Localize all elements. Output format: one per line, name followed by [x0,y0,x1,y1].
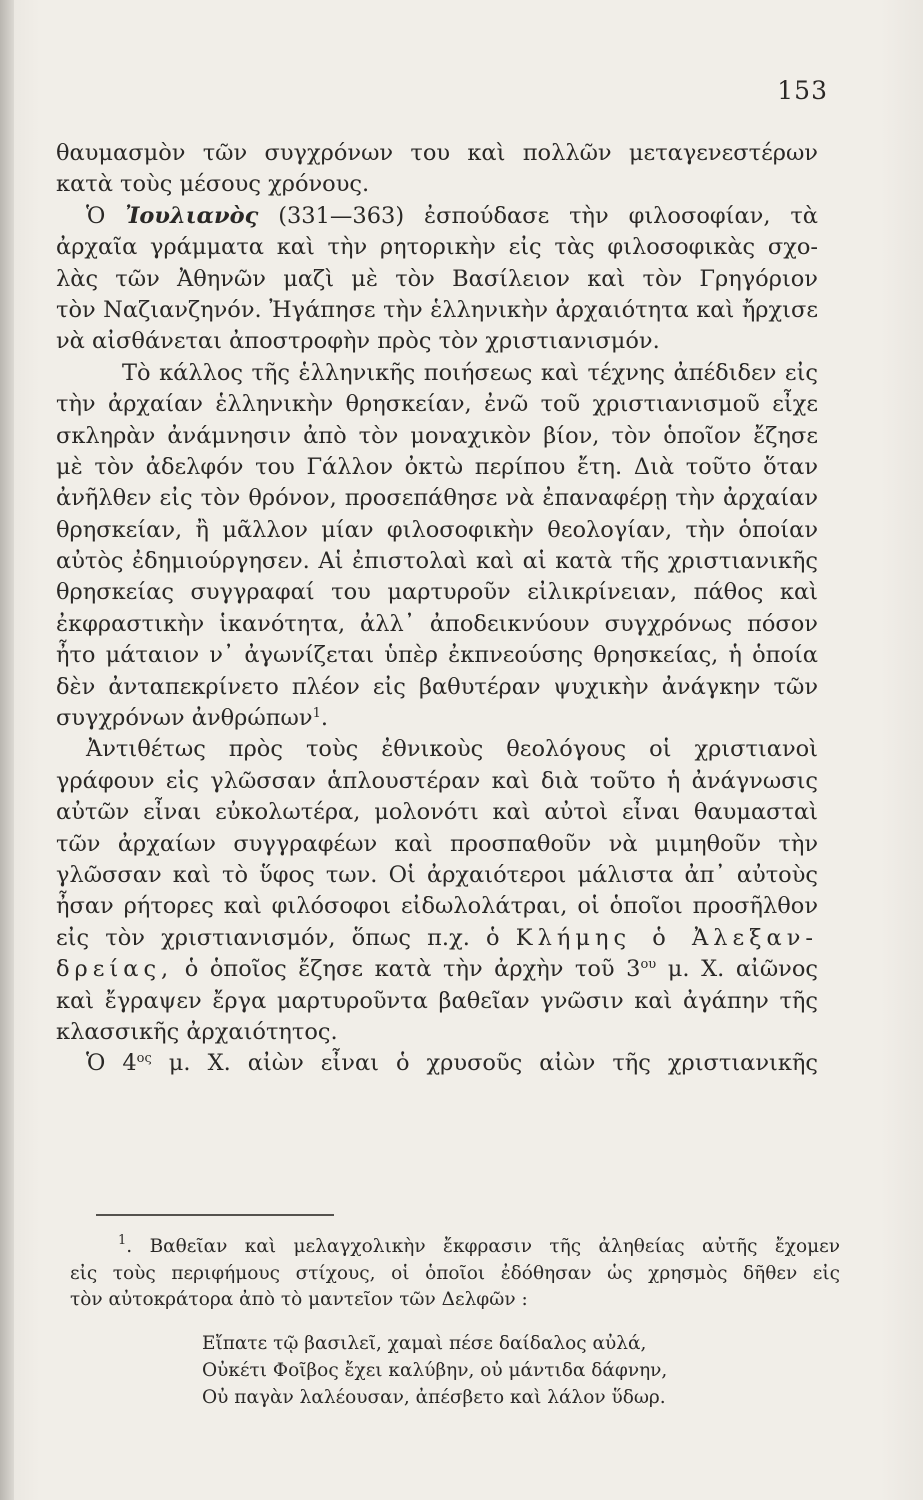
text-line: θαυμασμὸν τῶν συγχρόνων του καὶ πολλῶν μεταγενεστέρων [56,140,818,166]
text-line: ἀρχαῖα γράμματα καὶ τὴν ρητορικὴν εἰς τὰς φιλοσοφικὰς σχο- [56,234,818,261]
text-line: ἀνῆλθεν εἰς τὸν θρόνον, προσεπάθησε νὰ ἐπαναφέρῃ τὴν ἀρχαίαν [56,485,818,512]
verse-line: Εἴπατε τῷ βασιλεῖ, χαμαὶ πέσε δαίδαλος αὐλά, [202,1332,647,1354]
page-binding-edge [0,0,14,1500]
text-line: Ὁ $4^{o\varsigma}$ μ. Χ. αἰὼν εἶναι ὁ χρυσοῦς αἰὼν τῆς χριστιανικῆς [86,1050,819,1077]
verse-line: Οὐ παγὰν λαλέουσαν, ἀπέσβετο καὶ λάλον ὕδωρ. [202,1386,666,1408]
footnote-marker: 1 [118,1233,127,1248]
verse-line: Οὐκέτι Φοῖβος ἔχει καλύβην, οὐ μάντιδα δάφνην, [202,1359,668,1381]
text-line: γράφουν εἰς γλῶσσαν ἁπλουστέραν καὶ διὰ τοῦτο ἡ ἀνάγνωσις [56,767,818,794]
text-line: αὐτὸς ἐδημιούργησεν. Αἱ ἐπιστολαὶ καὶ αἱ κατὰ τῆς χριστιανικῆς [56,548,818,575]
text-line: θρησκείας συγγραφαί του μαρτυροῦν εἰλικρίνειαν, πάθος καὶ [56,579,818,606]
text-line: νὰ αἰσθάνεται ἀποστροφὴν πρὸς τὸν χριστιανισμόν. [56,328,660,355]
text-line: τῶν ἀρχαίων συγγραφέων καὶ προσπαθοῦν νὰ μιμηθοῦν τὴν [56,830,818,857]
text-line: σκληρὰν ἀνάμνησιν ἀπὸ τὸν μοναχικὸν βίον, τὸν ὁποῖον ἔζησε [56,422,818,449]
text-line: Ὁ Ἰουλιανὸς (331—363) ἐσπούδασε τὴν φιλοσοφίαν, τὰ [86,202,819,229]
text-line: ἐκφραστικὴν ἱκανότητα, ἀλλ᾿ ἀποδεικνύουν συγχρόνως πόσον [56,610,818,637]
text-line: γλῶσσαν καὶ τὸ ὕφος των. Οἱ ἀρχαιότεροι μάλιστα ἀπ᾿ αὐτοὺς [56,861,818,888]
body-text [56,138,818,1080]
text-line: Τὸ κάλλος τῆς ἑλληνικῆς ποιήσεως καὶ τέχνης ἀπέδιδεν εἰς [122,359,818,386]
ordinal-suffix: ος [136,1051,152,1067]
text-line: καὶ ἔγραψεν ἔργα μαρτυροῦντα βαθεῖαν γνῶσιν καὶ ἀγάπην τῆς [56,987,818,1014]
text-line: εἰς τὸν χριστιανισμόν, ὅπως π.χ. ὁ Κλήμης ὁ Ἀλεξαν- [56,924,819,951]
text-line: αὐτῶν εἶναι εὐκολωτέρα, μολονότι καὶ αὐτοὶ εἶναι θαυμασταὶ [56,799,818,826]
text-line: τὴν ἀρχαίαν ἑλληνικὴν θρησκείαν, ἐνῶ τοῦ χριστιανισμοῦ εἶχε [56,391,818,418]
footnote-line: τὸν αὐτοκράτορα ἀπὸ τὸ μαντεῖον τῶν Δελφῶν : [70,1289,528,1310]
text-line: κλασσικῆς ἀρχαιότητος. [56,1018,338,1045]
footnote-line: εἰς τοὺς περιφήμους στίχους, οἱ ὁποῖοι ἐδόθησαν ὡς χρησμὸς δῆθεν εἰς [70,1262,840,1284]
footnote-reference: 1 [312,706,321,722]
page-number: 153 [777,76,828,105]
footnote-line: $^1$. Βαθεῖαν καὶ μελαγχολικὴν ἔκφρασιν τῆς ἀληθείας αὐτῆς ἔχομεν [118,1233,840,1257]
text-line: ἦτο μάταιον ν᾿ ἀγωνίζεται ὑπὲρ ἐκπνεούσης θρησκείας, ἡ ὁποία [56,642,818,669]
text-line: Ἀντιθέτως πρὸς τοὺς ἐθνικοὺς θεολόγους οἱ χριστιανοὶ [86,736,818,763]
text-line: κατὰ τοὺς μέσους χρόνους. [56,171,370,198]
text-line: δὲν ἀνταπεκρίνετο πλέον εἰς βαθυτέραν ψυχικὴν ἀνάγκην τῶν [56,673,818,700]
emphasized-name: Ἰουλιανὸς [125,202,259,229]
footnote-verse [70,1330,840,1411]
text-line: μὲ τὸν ἀδελφόν του Γάλλον ὀκτὼ περίπου ἔτη. Διὰ τοῦτο ὅταν [56,453,818,480]
footnote [70,1234,840,1411]
spaced-name: δρείας, [56,956,174,983]
text-line: τὸν Ναζιανζηνόν. Ἠγάπησε τὴν ἑλληνικὴν ἀρχαιότητα καὶ ἤρχισε [56,296,818,323]
footnote-separator [96,1214,334,1216]
text-line: θρησκείαν, ἢ μᾶλλον μίαν φιλοσοφικὴν θεολογίαν, τὴν ὁποίαν [56,516,818,543]
spaced-name: Κλήμης ὁ Ἀλεξαν- [515,924,819,951]
text-line: δρείας, ὁ ὁποῖος ἔζησε κατὰ τὴν ἀρχὴν τοῦ $3^{o\upsilon}$ μ. Χ. αἰῶνος [56,956,819,983]
text-line: λὰς τῶν Ἀθηνῶν μαζὶ μὲ τὸν Βασίλειον καὶ τὸν Γρηγόριον [56,265,818,292]
text-line: ἦσαν ρήτορες καὶ φιλόσοφοι εἰδωλολάτραι, οἱ ὁποῖοι προσῆλθον [56,893,818,920]
text-line: συγχρόνων ἀνθρώπων$^1$. [56,705,328,732]
ordinal-suffix: ου [640,957,657,973]
